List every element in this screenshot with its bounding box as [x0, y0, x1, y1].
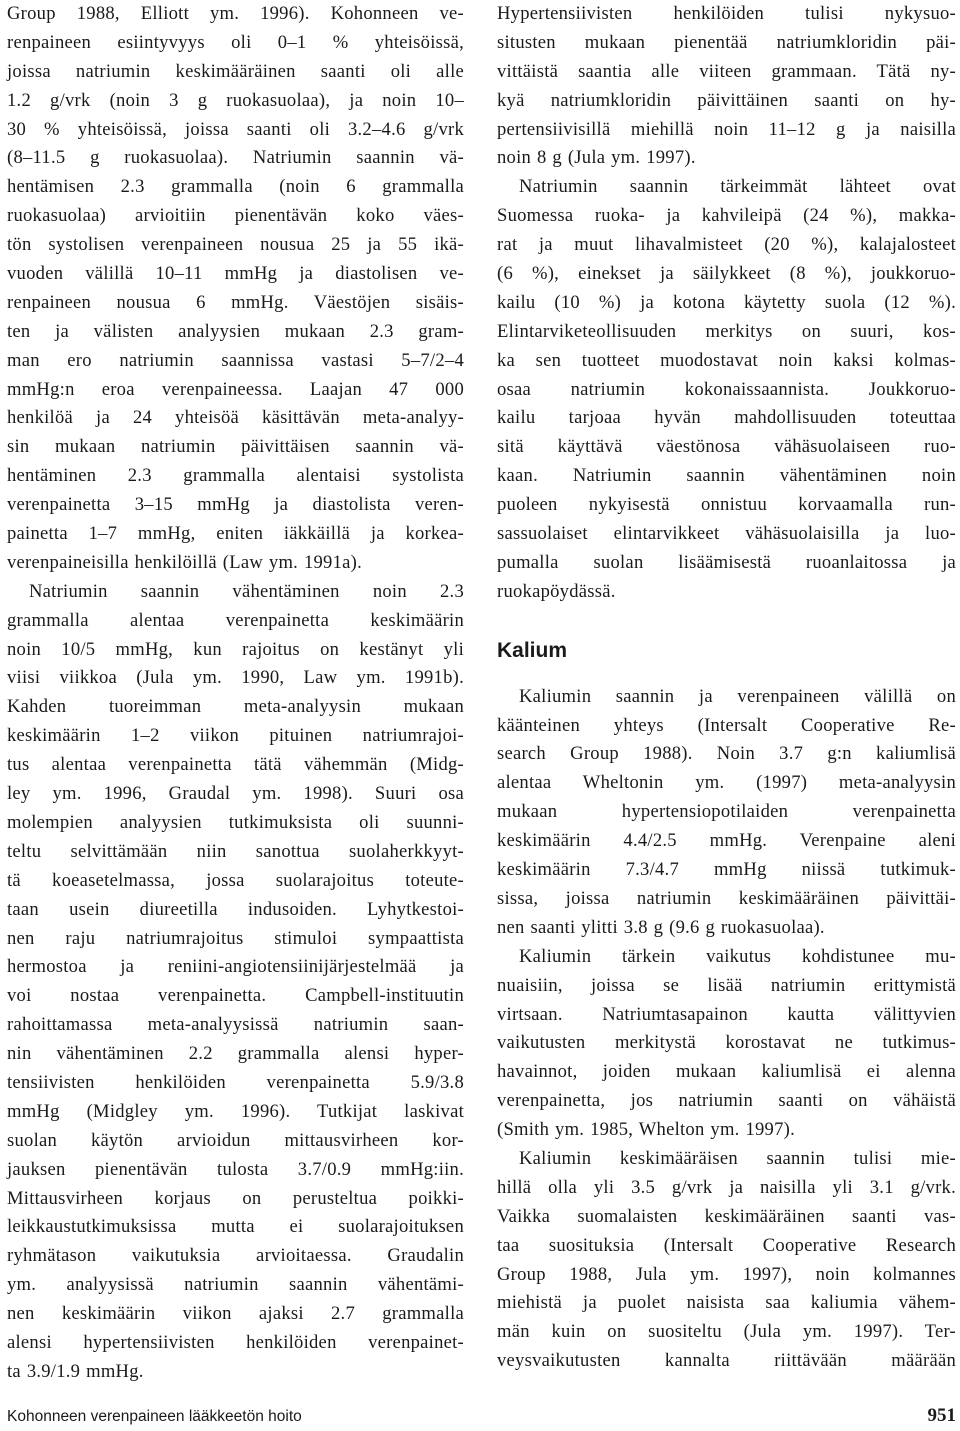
text-line: virtsaan. Natriumtasapainon kautta välittyvien: [497, 1003, 956, 1025]
text-line: hentämisen 2.3 grammalla (noin 6 grammalla: [7, 176, 464, 198]
text-line: jauksen pienentävän tulosta 3.7/0.9 mmHg:iin.: [7, 1158, 464, 1180]
text-line: tus alentaa verenpainetta tätä vähemmän (Midg-: [7, 754, 464, 776]
text-line: Natriumin saannin vähentäminen noin 2.3: [29, 580, 464, 602]
text-line: keskimäärin 4.4/2.5 mmHg. Verenpaine aleni: [497, 830, 956, 852]
text-line: verenpainetta, jos natriumin saanti on vähäistä: [497, 1090, 956, 1112]
text-line: kaan. Natriumin saannin vähentäminen noin: [497, 465, 956, 487]
text-line: pertensiivisillä miehillä noin 11–12 g ja naisilla: [497, 118, 956, 140]
text-line: mukaan hypertensiopotilaiden verenpainetta: [497, 801, 956, 823]
text-line: molempien analyysien tutkimuksista oli suunni-: [7, 811, 464, 833]
text-line: search Group 1988). Noin 3.7 g:n kaliumlisä: [497, 743, 956, 765]
text-line: Hypertensiivisten henkilöiden tulisi nykysuo-: [497, 3, 956, 24]
text-line: (6 %), einekset ja säilykkeet (8 %), joukkoruo-: [497, 263, 956, 285]
text-line: kyä natriumkloridin päivittäinen saanti on hy-: [497, 89, 956, 111]
text-line: havainnot, joiden mukaan kaliumlisä ei alenna: [497, 1061, 956, 1083]
text-line: kailu tarjoaa hyvän mahdollisuuden toteuttaa: [497, 407, 956, 429]
text-line: rat ja muut lihavalmisteet (20 %), kalajalosteet: [497, 234, 956, 256]
text-line: rahoittamassa meta-analyysissä natriumin saan-: [7, 1014, 464, 1036]
text-line: ten ja välisten analyysien mukaan 2.3 gram-: [7, 320, 464, 342]
text-line: män kuin on suositeltu (Jula ym. 1997). Ter-: [497, 1321, 956, 1343]
text-line: Group 1988, Elliott ym. 1996). Kohonneen ve-: [7, 3, 464, 24]
text-line: joissa natriumin keskimääräinen saanti oli alle: [7, 60, 464, 82]
text-line: nin vähentäminen 2.2 grammalla alensi hyper-: [7, 1043, 464, 1065]
text-line: henkilöä ja 24 yhteisöä käsittävän meta-analyy-: [7, 407, 464, 429]
text-line: Suomessa ruoka- ja kahvileipä (24 %), makka-: [497, 205, 956, 227]
text-line: teltu selvittämään niin sanottua suolaherkkyyt-: [7, 840, 464, 862]
text-line: osaa natriumin kokonaissaannista. Joukkoruo-: [497, 378, 956, 400]
text-line: ruokapöydässä.: [497, 580, 616, 602]
page-footer: [7, 1406, 956, 1430]
text-line: (Smith ym. 1985, Whelton ym. 1997).: [497, 1119, 795, 1141]
text-line: renpaineen nousua 6 mmHg. Väestöjen sisäis-: [7, 291, 464, 313]
section-heading: Kalium: [497, 638, 568, 662]
text-line: Kaliumin saannin ja verenpaineen välillä on: [519, 685, 956, 707]
text-line: Natriumin saannin tärkeimmät lähteet ovat: [519, 176, 956, 198]
text-line: Kaliumin tärkein vaikutus kohdistunee mu-: [519, 945, 956, 967]
text-line: man ero natriumin saannissa vastasi 5–7/2–4: [7, 349, 464, 371]
text-line: Group 1988, Jula ym. 1997), noin kolmannes: [497, 1263, 956, 1285]
text-line: Mittausvirheen korjaus on perusteltua poikki-: [7, 1187, 464, 1209]
text-line: ley ym. 1996, Graudal ym. 1998). Suuri osa: [7, 783, 464, 805]
text-line: tön systolisen verenpaineen nousua 25 ja 55 ikä-: [7, 234, 464, 256]
text-line: (8–11.5 g ruokasuolaa). Natriumin saannin vä-: [7, 147, 464, 169]
text-line: Elintarviketeollisuuden merkitys on suuri, kos-: [497, 320, 956, 342]
text-line: nen saanti ylitti 3.8 g (9.6 g ruokasuolaa).: [497, 916, 825, 938]
text-line: sassuolaiset elintarvikkeet vähäsuolaisilla ja luo-: [497, 523, 956, 545]
text-line: 30 % yhteisöissä, joissa saanti oli 3.2–4.6 g/vrk: [7, 118, 464, 140]
text-line: pumalla suolan lisäämisestä ruoanlaitossa ja: [497, 551, 956, 573]
text-line: hentäminen 2.3 grammalla alentaisi systolista: [7, 465, 464, 487]
text-line: keskimäärin 1–2 viikon pituinen natriumrajoi-: [7, 725, 464, 747]
text-line: Kahden tuoreimman meta-analyysin mukaan: [7, 696, 464, 718]
text-line: ruokasuolaa) arvioitiin pienentävän koko väes-: [7, 205, 464, 227]
text-line: noin 10/5 mmHg, kun rajoitus on kestänyt yli: [7, 638, 464, 660]
text-line: grammalla alentaa verenpainetta keskimäärin: [7, 609, 464, 631]
text-line: nen raju natriumrajoitus stimuloi sympaattista: [7, 927, 464, 949]
text-line: painetta 1–7 mmHg, eniten iäkkäillä ja korkea-: [7, 523, 464, 545]
text-line: taan usein diureetilla indusoiden. Lyhytkestoi-: [7, 898, 464, 920]
text-line: hillä olla yli 3.5 g/vrk ja naisilla yli 3.1 g/vrk.: [497, 1176, 956, 1198]
text-line: miehistä ja puolet naisista saa kaliumia vähem-: [497, 1292, 956, 1314]
text-line: renpaineen esiintyvyys oli 0–1 % yhteisöissä,: [7, 31, 464, 53]
text-line: Vaikka suomalaisten keskimääräinen saanti vas-: [497, 1205, 956, 1227]
text-line: ryhmätason vaikutuksia arvioitaessa. Graudalin: [7, 1245, 464, 1267]
text-line: taa suosituksia (Intersalt Cooperative Research: [497, 1234, 956, 1256]
text-line: ta 3.9/1.9 mmHg.: [7, 1360, 144, 1382]
text-line: situsten mukaan pienentää natriumkloridin päi-: [497, 31, 956, 53]
text-line: viisi viikkoa (Jula ym. 1990, Law ym. 1991b).: [7, 667, 464, 689]
text-line: vittäistä saantia alle viiteen grammaan. Tätä ny-: [497, 60, 956, 82]
text-line: veysvaikutusten kannalta riittävään määrään: [497, 1350, 956, 1372]
page-number: 951: [927, 1405, 956, 1426]
text-line: 1.2 g/vrk (noin 3 g ruokasuolaa), ja noin 10–: [7, 89, 464, 111]
text-line: ym. analyysissä natriumin saannin vähentämi-: [7, 1274, 464, 1296]
text-line: mmHg (Midgley ym. 1996). Tutkijat laskivat: [7, 1100, 464, 1122]
right-text-column: [497, 0, 956, 1376]
running-title: Kohonneen verenpaineen lääkkeetön hoito: [7, 1408, 302, 1425]
text-line: mmHg:n eroa verenpaineessa. Laajan 47 000: [7, 378, 464, 400]
text-line: voi nostaa verenpainetta. Campbell-instituutin: [7, 985, 464, 1007]
text-line: noin 8 g (Jula ym. 1997).: [497, 147, 696, 169]
text-line: sissa, joissa natriumin keskimääräinen päivittäi-: [497, 887, 956, 909]
text-line: nen keskimäärin viikon ajaksi 2.7 grammalla: [7, 1303, 464, 1325]
text-line: käänteinen yhteys (Intersalt Cooperative Re-: [497, 714, 956, 736]
text-line: alensi hypertensiivisten henkilöiden verenpainet-: [7, 1331, 464, 1353]
text-line: nuaisiin, joissa se lisää natriumin erittymistä: [497, 974, 956, 996]
text-line: verenpainetta 3–15 mmHg ja diastolista veren-: [7, 494, 464, 516]
text-line: keskimäärin 7.3/4.7 mmHg niissä tutkimuk-: [497, 859, 956, 881]
text-line: verenpaineisilla henkilöillä (Law ym. 1991a).: [7, 551, 362, 573]
text-line: sitä käyttävä väestönosa vähäsuolaiseen ruo-: [497, 436, 956, 458]
text-line: kailu (10 %) ja kotona käytetty suola (12 %).: [497, 291, 956, 313]
text-line: vuoden välillä 10–11 mmHg ja diastolisen ve-: [7, 263, 464, 285]
left-text-column: [7, 0, 464, 1387]
text-line: puoleen nykyisestä onnistuu korvaamalla run-: [497, 494, 956, 516]
text-line: suolan käytön arvioidun mittausvirheen kor-: [7, 1129, 464, 1151]
text-line: hermostoa ja reniini-angiotensiinijärjestelmää ja: [7, 956, 464, 978]
text-line: ka sen tuotteet muodostavat noin kaksi kolmas-: [497, 349, 956, 371]
text-line: Kaliumin keskimääräisen saannin tulisi mie-: [519, 1147, 956, 1169]
text-line: sin mukaan natriumin päivittäisen saannin vä-: [7, 436, 464, 458]
text-line: leikkaustutkimuksissa mutta ei suolarajoituksen: [7, 1216, 464, 1238]
text-line: vaikutusten merkitystä korostavat ne tutkimus-: [497, 1032, 956, 1054]
text-line: alentaa Wheltonin ym. (1997) meta-analyysin: [497, 772, 956, 794]
text-line: tä koeasetelmassa, jossa suolarajoitus toteute-: [7, 869, 464, 891]
text-line: tensiivisten henkilöiden verenpainetta 5.9/3.8: [7, 1071, 464, 1093]
